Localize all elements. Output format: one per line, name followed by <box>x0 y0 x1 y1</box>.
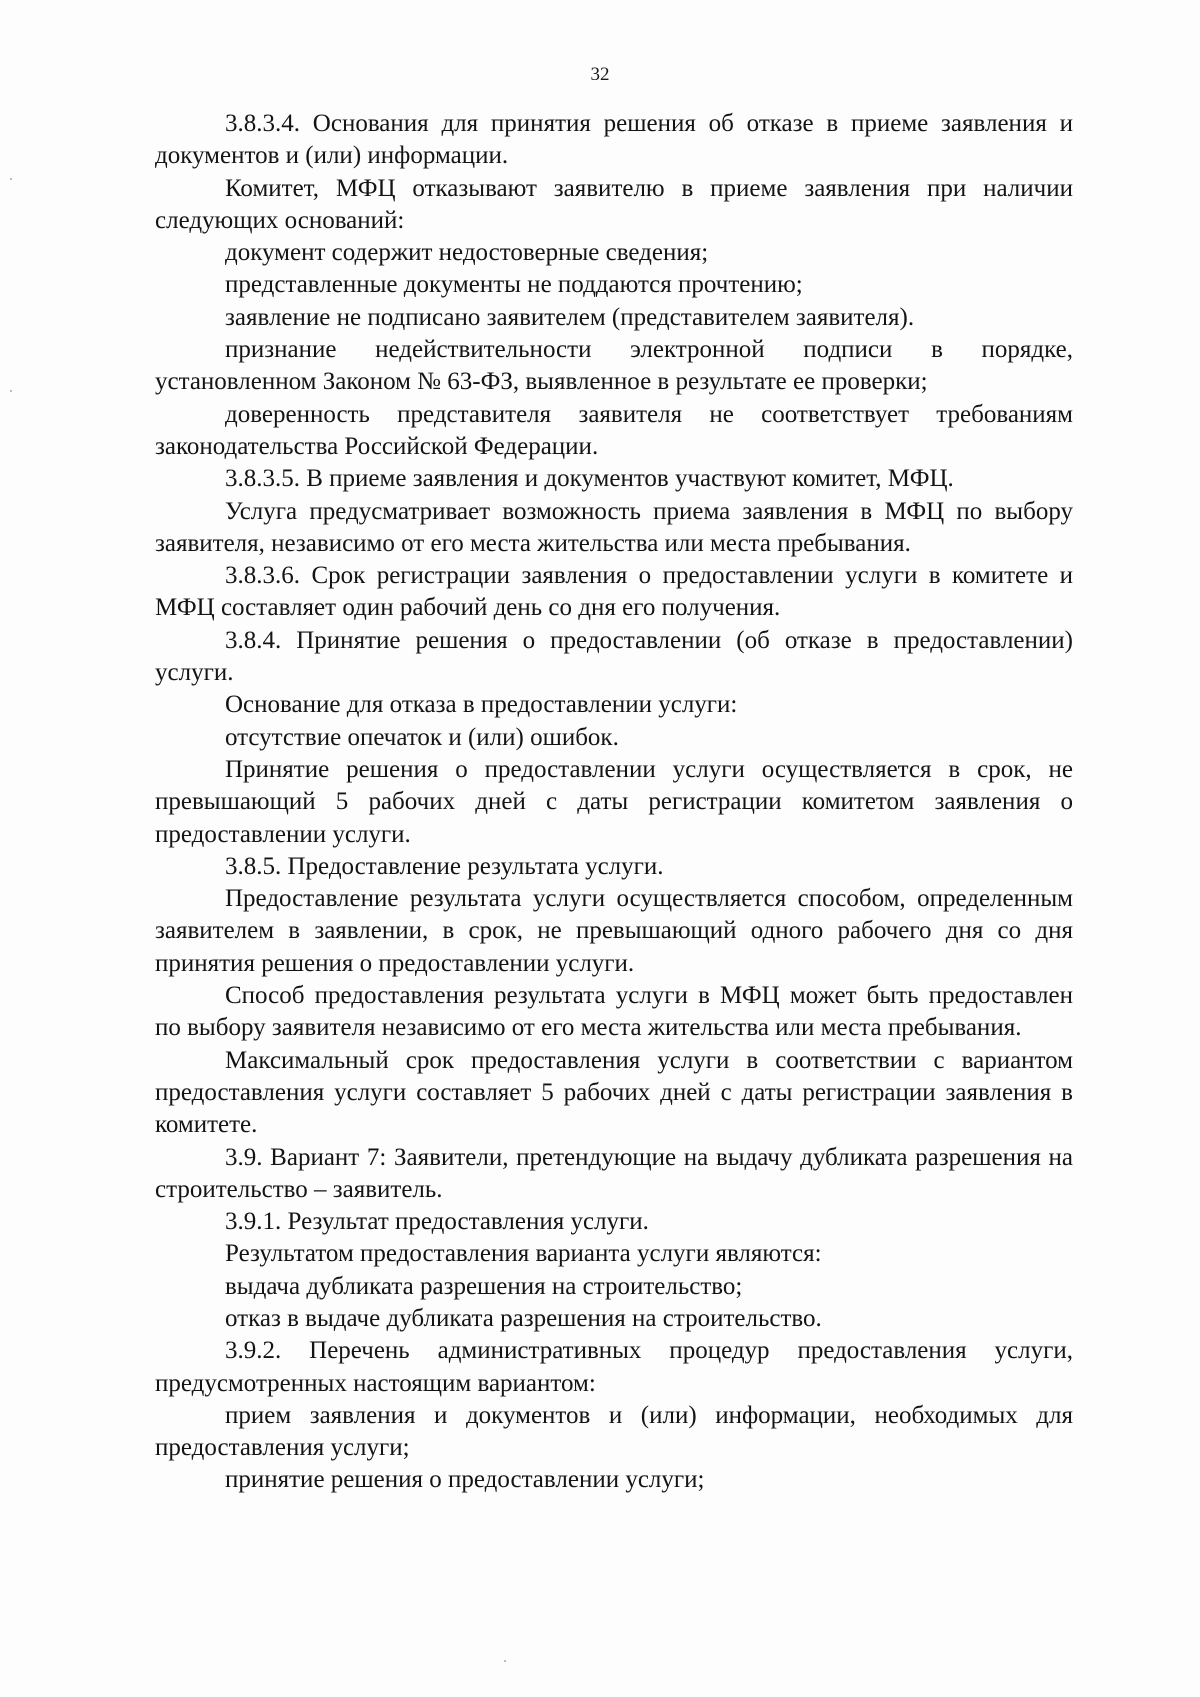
paragraph: признание недействительности электронной подписи в порядке, установленном Законом № 63-ФЗ, выявленное в результате ее проверки; <box>155 336 1073 396</box>
paragraph: 3.9.1. Результат предоставления услуги. <box>225 1208 649 1236</box>
paragraph: Комитет, МФЦ отказывают заявителю в приеме заявления при наличии следующих оснований: <box>155 174 1073 234</box>
paragraph: 3.8.4. Принятие решения о предоставлении (об отказе в предоставлении) услуги. <box>155 626 1073 687</box>
paragraph: Максимальный срок предоставления услуги в соответствии с вариантом предоставления услуги составляет 5 рабочих дней с даты регистрации заявления в комитете. <box>155 1046 1073 1139</box>
paragraph: выдача дубликата разрешения на строительство; <box>225 1272 743 1300</box>
paragraph: 3.9. Вариант 7: Заявители, претендующие на выдачу дубликата разрешения на строительство – заявитель. <box>155 1143 1073 1203</box>
paragraph: Результатом предоставления варианта услуги являются: <box>225 1240 822 1268</box>
paragraph: доверенность представителя заявителя не соответствует требованиям законодательства Российской Федерации. <box>155 400 1073 460</box>
document-body <box>155 108 1073 1497</box>
scan-artifact <box>10 390 12 392</box>
paragraph: Принятие решения о предоставлении услуги осуществляется в срок, не превышающий 5 рабочих дней с даты регистрации комитетом заявления о предоставлении услуги. <box>155 755 1073 848</box>
paragraph: представленные документы не поддаются прочтению; <box>225 271 803 299</box>
paragraph: заявление не подписано заявителем (представителем заявителя). <box>225 303 915 331</box>
paragraph: прием заявления и документов и (или) информации, необходимых для предоставления услуги; <box>155 1401 1073 1462</box>
paragraph: 3.8.3.6. Срок регистрации заявления о предоставлении услуги в комитете и МФЦ составляет один рабочий день со дня его получения. <box>155 562 1073 622</box>
paragraph: принятие решения о предоставлении услуги; <box>225 1466 705 1494</box>
scan-artifact <box>504 1660 506 1662</box>
scan-artifact <box>10 178 12 180</box>
page-number: 32 <box>590 64 610 85</box>
paragraph: отсутствие опечаток и (или) ошибок. <box>225 723 619 751</box>
paragraph: Предоставление результата услуги осуществляется способом, определенным заявителем в заявлении, в срок, не превышающий одного рабочего дня со дня принятия решения о предоставлении услуги. <box>155 885 1073 977</box>
paragraph: 3.9.2. Перечень административных процедур предоставления услуги, предусмотренных настоящим вариантом: <box>155 1337 1073 1397</box>
paragraph: Способ предоставления результата услуги в МФЦ может быть предоставлен по выбору заявителя независимо от его места жительства или места пребывания. <box>155 982 1073 1042</box>
paragraph: отказ в выдаче дубликата разрешения на строительство. <box>225 1304 822 1332</box>
paragraph: 3.8.3.4. Основания для принятия решения об отказе в приеме заявления и документов и (или) информации. <box>155 110 1073 170</box>
paragraph: Основание для отказа в предоставлении услуги: <box>225 691 738 719</box>
paragraph: 3.8.5. Предоставление результата услуги. <box>225 852 664 880</box>
paragraph: 3.8.3.5. В приеме заявления и документов участвуют комитет, МФЦ. <box>225 465 954 493</box>
paragraph: документ содержит недостоверные сведения; <box>225 239 709 267</box>
paragraph: Услуга предусматривает возможность приема заявления в МФЦ по выбору заявителя, независимо от его места жительства или места пребывания. <box>155 497 1073 557</box>
